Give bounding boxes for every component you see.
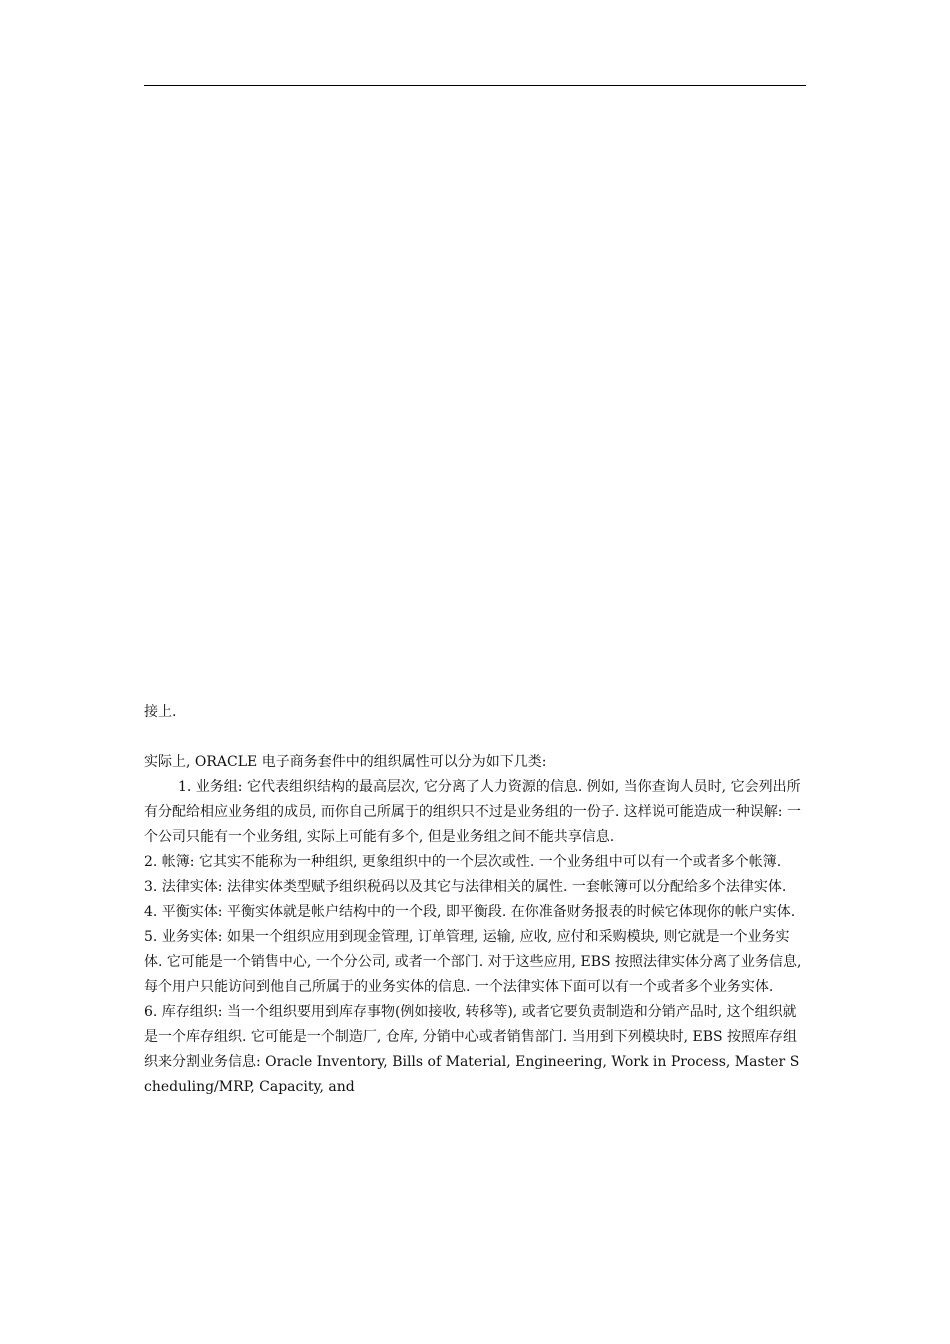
list-item-legal-entity: 3. 法律实体: 法律实体类型赋予组织税码以及其它与法律相关的属性. 一套帐簿可以分配给多个法律实体. bbox=[144, 879, 787, 895]
list-item-operating-unit: 5. 业务实体: 如果一个组织应用到现金管理, 订单管理, 运输, 应收, 应付和采购模块, 则它就是一个业务实体. 它可能是一个销售中心, 一个分公司, 或者一个部门. 对于这些应用, EBS 按照法律实体分离了业务信息, 每个用户只能访问到他自己所属于的业务实体的信息. 一个法律实体下面可以有一个或者多个业务实体. bbox=[144, 929, 806, 995]
continuation-note: 接上. bbox=[144, 704, 177, 720]
header-rule bbox=[144, 85, 806, 86]
intro-paragraph: 实际上, ORACLE 电子商务套件中的组织属性可以分为如下几类: bbox=[144, 754, 547, 770]
list-item-balancing-entity: 4. 平衡实体: 平衡实体就是帐户结构中的一个段, 即平衡段. 在你准备财务报表的时候它体现你的帐户实体. bbox=[144, 904, 796, 920]
list-item-inventory-organization: 6. 库存组织: 当一个组织要用到库存事物(例如接收, 转移等), 或者它要负责制造和分销产品时, 这个组织就是一个库存组织. 它可能是一个制造厂, 仓库, 分销中心或者销售部门. 当用到下列模块时, EBS 按照库存组织来分割业务信息: Oracle Inventory, Bills of Material, Engineering, Work in Process, Master Scheduling/MRP, Capacity, and bbox=[144, 1004, 800, 1095]
document-body bbox=[144, 700, 806, 1100]
list-item-ledger: 2. 帐簿: 它其实不能称为一种组织, 更象组织中的一个层次或性. 一个业务组中可以有一个或者多个帐簿. bbox=[144, 854, 782, 870]
list-item-business-group: 1. 业务组: 它代表组织结构的最高层次, 它分离了人力资源的信息. 例如, 当你查询人员时, 它会列出所有分配给相应业务组的成员, 而你自己所属于的组织只不过是业务组的一份子. 这样说可能造成一种误解: 一个公司只能有一个业务组, 实际上可能有多个, 但是业务组之间不能共享信息. bbox=[144, 779, 801, 845]
